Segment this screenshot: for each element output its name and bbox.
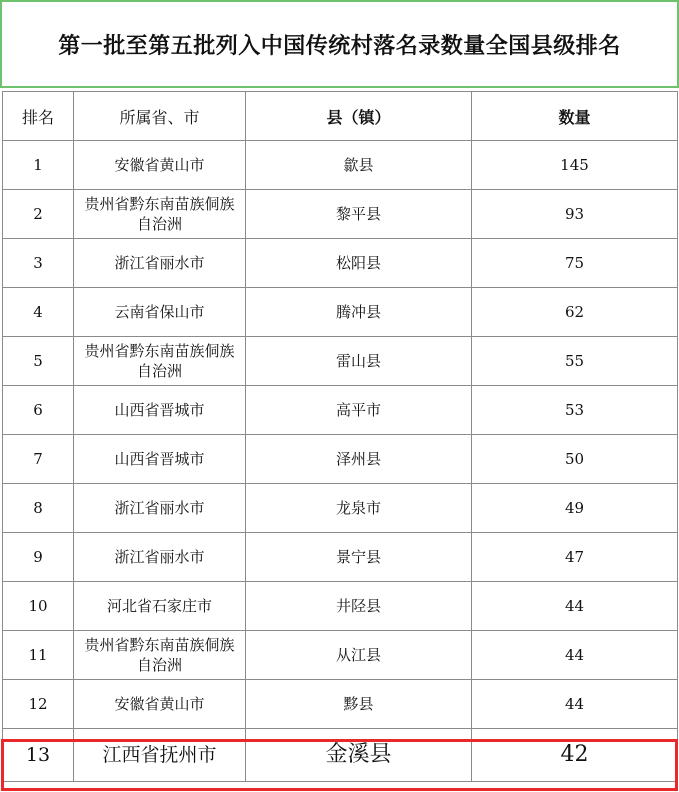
ranking-table — [2, 91, 678, 782]
table-row — [3, 435, 678, 484]
province-cell: 云南省保山市 — [74, 288, 246, 337]
province-cell: 安徽省黄山市 — [74, 680, 246, 729]
province-cell: 河北省石家庄市 — [74, 582, 246, 631]
count-cell: 145 — [472, 141, 678, 190]
province-cell: 贵州省黔东南苗族侗族自治洲 — [74, 190, 246, 239]
rank-cell: 1 — [3, 141, 74, 190]
rank-cell: 8 — [3, 484, 74, 533]
province-cell: 浙江省丽水市 — [74, 484, 246, 533]
rank-cell: 3 — [3, 239, 74, 288]
table-row — [3, 190, 678, 239]
count-cell: 93 — [472, 190, 678, 239]
table-row — [3, 239, 678, 288]
county-cell: 松阳县 — [246, 239, 472, 288]
county-cell: 腾冲县 — [246, 288, 472, 337]
count-cell: 44 — [472, 680, 678, 729]
rank-cell: 9 — [3, 533, 74, 582]
rank-cell: 11 — [3, 631, 74, 680]
table-row — [3, 680, 678, 729]
rank-cell: 7 — [3, 435, 74, 484]
county-cell: 雷山县 — [246, 337, 472, 386]
table-row — [3, 141, 678, 190]
table-row — [3, 288, 678, 337]
rank-cell: 12 — [3, 680, 74, 729]
province-cell: 贵州省黔东南苗族侗族自治洲 — [74, 631, 246, 680]
header-rank: 排名 — [3, 92, 74, 141]
count-cell: 44 — [472, 582, 678, 631]
count-cell: 49 — [472, 484, 678, 533]
page-title: 第一批至第五批列入中国传统村落名录数量全国县级排名 — [58, 33, 621, 59]
county-cell: 龙泉市 — [246, 484, 472, 533]
count-cell: 62 — [472, 288, 678, 337]
count-cell: 42 — [472, 729, 678, 782]
province-cell: 山西省晋城市 — [74, 435, 246, 484]
county-cell: 井陉县 — [246, 582, 472, 631]
header-province: 所属省、市 — [74, 92, 246, 141]
title-box — [0, 0, 679, 88]
header-count: 数量 — [472, 92, 678, 141]
table-row — [3, 484, 678, 533]
rank-cell: 13 — [3, 729, 74, 782]
header-county: 县（镇） — [246, 92, 472, 141]
rank-cell: 6 — [3, 386, 74, 435]
rank-cell: 10 — [3, 582, 74, 631]
count-cell: 53 — [472, 386, 678, 435]
province-cell: 江西省抚州市 — [74, 729, 246, 782]
rank-cell: 5 — [3, 337, 74, 386]
county-cell: 黟县 — [246, 680, 472, 729]
count-cell: 44 — [472, 631, 678, 680]
county-cell: 景宁县 — [246, 533, 472, 582]
province-cell: 安徽省黄山市 — [74, 141, 246, 190]
county-cell: 泽州县 — [246, 435, 472, 484]
table-row — [3, 533, 678, 582]
province-cell: 贵州省黔东南苗族侗族自治洲 — [74, 337, 246, 386]
county-cell: 从江县 — [246, 631, 472, 680]
county-cell: 黎平县 — [246, 190, 472, 239]
table-row — [3, 337, 678, 386]
county-cell: 高平市 — [246, 386, 472, 435]
rank-cell: 2 — [3, 190, 74, 239]
province-cell: 浙江省丽水市 — [74, 239, 246, 288]
province-cell: 浙江省丽水市 — [74, 533, 246, 582]
table-row — [3, 386, 678, 435]
table-row — [3, 582, 678, 631]
county-cell: 金溪县 — [246, 729, 472, 782]
table-row — [3, 729, 678, 782]
county-cell: 歙县 — [246, 141, 472, 190]
count-cell: 55 — [472, 337, 678, 386]
table-header-row — [3, 92, 678, 141]
count-cell: 50 — [472, 435, 678, 484]
table-row — [3, 631, 678, 680]
count-cell: 47 — [472, 533, 678, 582]
rank-cell: 4 — [3, 288, 74, 337]
count-cell: 75 — [472, 239, 678, 288]
province-cell: 山西省晋城市 — [74, 386, 246, 435]
